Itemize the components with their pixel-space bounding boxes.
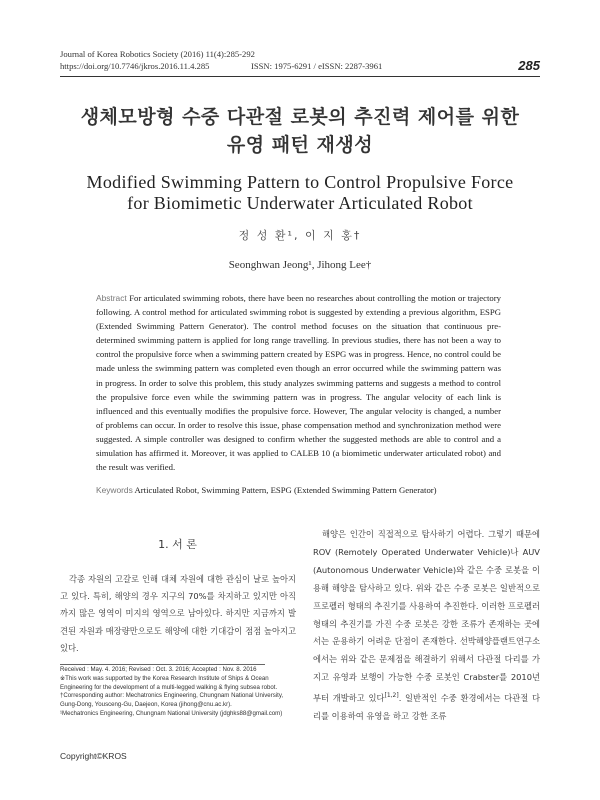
- issn-info: ISSN: 1975-6291 / eISSN: 2287-3961: [251, 61, 383, 71]
- title-english-line-2: for Biomimetic Underwater Articulated Robot: [127, 193, 473, 213]
- intro-paragraph-2-text: 해양은 인간이 직접적으로 탐사하기 어렵다. 그렇기 때문에 ROV (Remotely Operated Underwater Vehicle)나 AUV (Autonomous Underwater Vehicle)와 같은 수중 로봇을 이용해 해양을 탐사하고 있다. 위와 같은 수중 로봇은 일반적으로 프로펠러 형태의 추진기를 사용하여 추진한다. 이러한 프로펠러 형태의 추진기를 가진 수중 로봇은 강한 조류가 존재하는 곳에서는 운용하기 어려운 단점이 존재한다. 선박해양플랜트연구소에서는 위와 같은 문제점을 해결하기 위해서 다관절 다리를 가지고 유영과 보행이 가능한 수중 로봇인 Crabster를 2010년부터 개발하고 있다: [313, 529, 540, 703]
- page-number: 285: [518, 58, 540, 73]
- corresponding-author: †Corresponding author: Mechatronics Engineering, Chungnam National University, Gung-Dong, Yousceng-Gu, Daejeon, Korea (jihong@cnu.ac.kr).: [60, 692, 284, 709]
- author-affiliation: ¹Mechatronics Engineering, Chungnam National University (jdghks88@gmail.com): [60, 709, 283, 717]
- footnotes: [60, 666, 296, 719]
- funding-note: ※This work was supported by the Korea Research Institute of Ships & Ocean Engineering for the development of a multi-legged walking & flying subsea robot.: [60, 674, 278, 691]
- header-rule: [60, 76, 540, 77]
- journal-citation: Journal of Korea Robotics Society (2016) 11(4):285-292: [60, 49, 255, 59]
- copyright: Copyright©KROS: [60, 751, 127, 761]
- citation-ref[interactable]: [1,2]: [384, 692, 399, 700]
- abstract: [96, 291, 501, 474]
- intro-paragraph-2: [313, 526, 540, 726]
- intro-right-column: [313, 526, 540, 726]
- received-dates: Received : May. 4. 2016; Revised : Oct. 3. 2016; Accepted : Nov. 8. 2016: [60, 666, 257, 673]
- keywords-text: Articulated Robot, Swimming Pattern, ESPG (Extended Swimming Pattern Generator): [134, 485, 437, 495]
- footnote-rule: [60, 664, 265, 665]
- title-korean-line-2: 유영 패턴 재생성: [226, 134, 374, 156]
- authors-korean: 정 성 환¹, 이 지 홍†: [238, 229, 362, 242]
- authors-english: Seonghwan Jeong¹, Jihong Lee†: [228, 259, 372, 271]
- title-korean-line-1: 생체모방형 수중 다관절 로봇의 추진력 제어를 위한: [80, 106, 520, 128]
- intro-paragraph-2-cont: . 일반적인 수중 환경에서는 다관절 다리를 이용하여 유영을 하고 강한 조류: [313, 692, 540, 721]
- title-english-line-1: Modified Swimming Pattern to Control Propulsive Force: [86, 172, 514, 192]
- abstract-text: For articulated swimming robots, there have been no researches about controlling the motion or trajectory following. A control method for articulated swimming robot is suggested by extending a previous algorithm, ESPG (Extended Swimming Pattern Generator). The control method focuses on the situation that continuous pre-determined swimming pattern is applied for long range travelling. In previous studies, there has not been a way to control the propulsive force when a swimming pattern created by ESPG was in progress. Hence, no control could be made unless the swimming pattern was completed even though an error occurred while the swimming pattern was in progress. In order to solve this problem, this study analyzes swimming patterns and suggests a method to control the propulsive force even while the swimming pattern was in progress. The angular velocity of each link is influenced and this eventually modifies the propulsive force. However, The angular velocity is changed, a number of problems can occur. In order to resolve this issue, phase compensation method and synchronization method were suggested. A simple controller was designed to confirm whether the suggested methods are able to control and a simulation has affirmed it. Moreover, it was applied to CALEB 10 (a biomimetic underwater articulated robot) and the result was verified.: [96, 293, 501, 473]
- keywords: [96, 485, 516, 495]
- intro-paragraph-1: 각종 자원의 고갈로 인해 대체 자원에 대한 관심이 날로 높아지고 있다. 특히, 해양의 경우 지구의 70%를 차지하고 있지만 아직까지 많은 영역이 미지의 영역으로 남아있다. 하지만 지금까지 발견된 자원과 매장량만으로도 해양에 대한 기대감이 점점 높아지고 있다.: [60, 574, 296, 653]
- keywords-label: Keywords: [96, 485, 133, 495]
- intro-left-column: [60, 571, 296, 657]
- doi-link[interactable]: https://doi.org/10.7746/jkros.2016.11.4.285: [60, 61, 210, 71]
- section-heading-introduction: 1. 서 론: [158, 538, 197, 551]
- abstract-label: Abstract: [96, 293, 127, 303]
